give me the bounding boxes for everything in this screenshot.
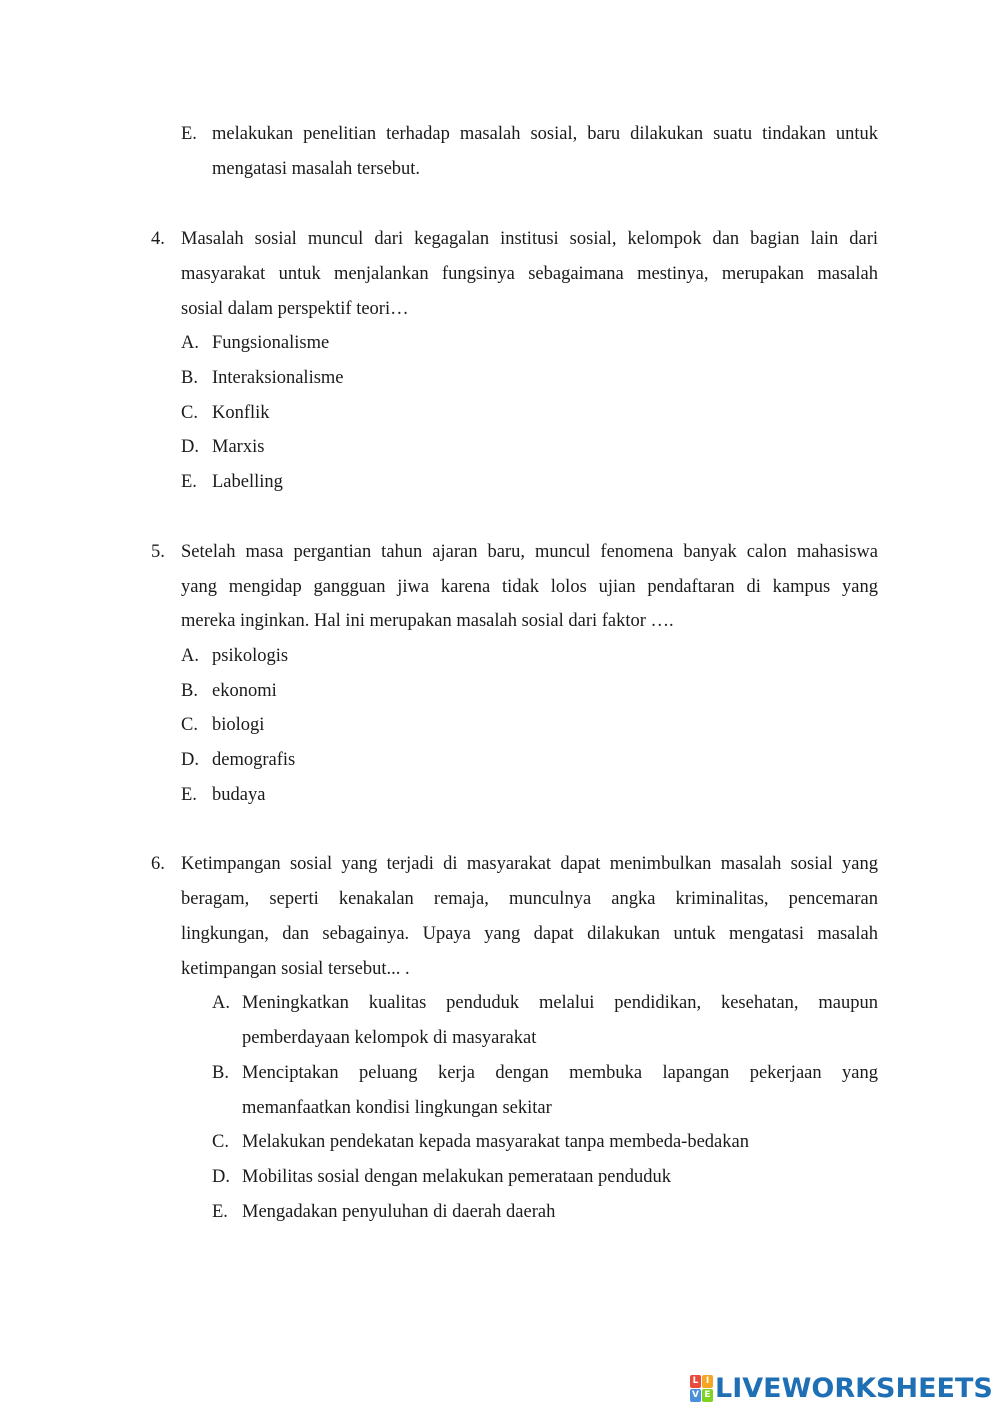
q4-number: 4. bbox=[151, 229, 165, 249]
q4-option-d-label: D. bbox=[181, 437, 199, 457]
q6-option-e-text: Mengadakan penyuluhan di daerah daerah bbox=[242, 1202, 556, 1222]
q6-stem-line2: beragam, seperti kenakalan remaja, munculnya angka kriminalitas, pencemaran bbox=[181, 889, 878, 909]
q5-option-d-text: demografis bbox=[212, 750, 296, 770]
q4-stem-line2: masyarakat untuk menjalankan fungsinya sebagaimana mestinya, merupakan masalah bbox=[181, 264, 878, 284]
q4-option-d-text: Marxis bbox=[212, 437, 265, 457]
q6-number: 6. bbox=[151, 854, 165, 874]
q6-option-e-label: E. bbox=[212, 1202, 228, 1222]
q5-option-a-label: A. bbox=[181, 646, 199, 666]
q5-option-b-text: ekonomi bbox=[212, 681, 277, 701]
q6-stem-line3: lingkungan, dan sebagainya. Upaya yang dapat dilakukan untuk mengatasi masalah bbox=[181, 924, 878, 944]
q5-stem-line1: Setelah masa pergantian tahun ajaran baru, muncul fenomena banyak calon mahasiswa bbox=[181, 542, 878, 562]
logo-tile-e: E bbox=[702, 1389, 713, 1402]
q5-stem-line3: mereka inginkan. Hal ini merupakan masalah sosial dari faktor …. bbox=[181, 611, 674, 631]
q4-option-a-label: A. bbox=[181, 333, 199, 353]
q4-option-e-text: Labelling bbox=[212, 472, 283, 492]
q4-stem-line1: Masalah sosial muncul dari kegagalan institusi sosial, kelompok dan bagian lain dari bbox=[181, 229, 878, 249]
q5-option-d-label: D. bbox=[181, 750, 199, 770]
q4-stem-line3: sosial dalam perspektif teori… bbox=[181, 299, 409, 319]
q6-option-c-label: C. bbox=[212, 1132, 229, 1152]
q5-option-a-text: psikologis bbox=[212, 646, 289, 666]
liveworksheets-wordmark: LIVEWORKSHEETS bbox=[715, 1372, 993, 1404]
q5-option-e-text: budaya bbox=[212, 785, 266, 805]
q4-option-c-text: Konflik bbox=[212, 403, 270, 423]
q4-option-e-label: E. bbox=[181, 472, 197, 492]
q5-stem-line2: yang mengidap gangguan jiwa karena tidak lolos ujian pendaftaran di kampus yang bbox=[181, 577, 878, 597]
logo-tile-l: L bbox=[690, 1375, 701, 1388]
q5-option-b-label: B. bbox=[181, 681, 198, 701]
q6-option-b-label: B. bbox=[212, 1063, 229, 1083]
q3-option-e-label: E. bbox=[181, 124, 197, 144]
q5-option-c-text: biologi bbox=[212, 715, 265, 735]
q6-option-a-label: A. bbox=[212, 993, 230, 1013]
liveworksheets-logo bbox=[690, 1373, 993, 1403]
q6-stem-line1: Ketimpangan sosial yang terjadi di masyarakat dapat menimbulkan masalah sosial yang bbox=[181, 854, 878, 874]
q6-option-a-text-line1: Meningkatkan kualitas penduduk melalui pendidikan, kesehatan, maupun bbox=[242, 993, 878, 1013]
liveworksheets-logo-icon bbox=[690, 1375, 712, 1401]
q6-option-b-text-line2: memanfaatkan kondisi lingkungan sekitar bbox=[242, 1098, 552, 1118]
q4-option-b-label: B. bbox=[181, 368, 198, 388]
q4-option-a-text: Fungsionalisme bbox=[212, 333, 330, 353]
q6-option-b-text-line1: Menciptakan peluang kerja dengan membuka lapangan pekerjaan yang bbox=[242, 1063, 878, 1083]
q5-option-e-label: E. bbox=[181, 785, 197, 805]
logo-tile-v: V bbox=[690, 1389, 701, 1402]
q6-option-d-text: Mobilitas sosial dengan melakukan pemerataan penduduk bbox=[242, 1167, 671, 1187]
q4-option-c-label: C. bbox=[181, 403, 198, 423]
q5-number: 5. bbox=[151, 542, 165, 562]
q6-option-a-text-line2: pemberdayaan kelompok di masyarakat bbox=[242, 1028, 537, 1048]
q6-option-d-label: D. bbox=[212, 1167, 230, 1187]
logo-tile-i: I bbox=[702, 1375, 713, 1388]
q3-option-e-text-line1: melakukan penelitian terhadap masalah sosial, baru dilakukan suatu tindakan untuk bbox=[212, 124, 878, 144]
q6-stem-line4: ketimpangan sosial tersebut... . bbox=[181, 959, 410, 979]
q6-option-c-text: Melakukan pendekatan kepada masyarakat tanpa membeda-bedakan bbox=[242, 1132, 749, 1152]
q5-option-c-label: C. bbox=[181, 715, 198, 735]
q3-option-e-text-line2: mengatasi masalah tersebut. bbox=[212, 159, 421, 179]
q4-option-b-text: Interaksionalisme bbox=[212, 368, 344, 388]
